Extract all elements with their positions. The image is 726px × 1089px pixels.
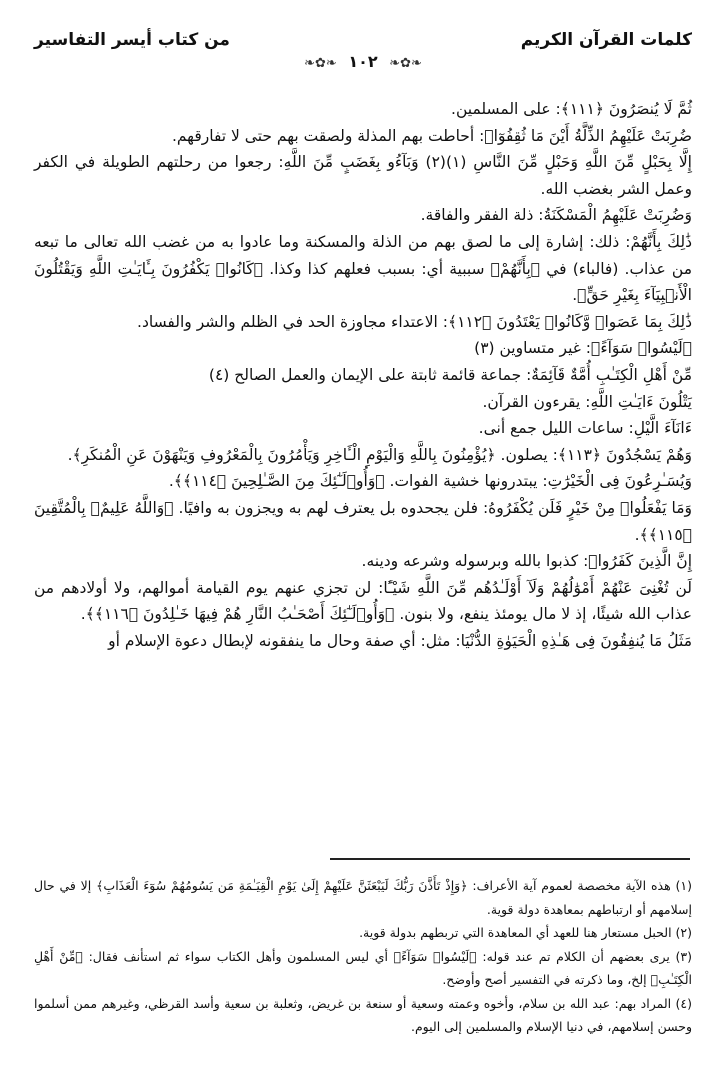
commentary-body [34,96,692,654]
body-paragraph: ضُرِبَتْ عَلَيْهِمُ الذِّلَّةُ أَيْنَ مَا ثُقِفُوٓا۟: أحاطت بهم المذلة ولصقت بهم حتى لا تفارقهم. [171,126,692,145]
body-paragraph: ﴿لَيْسُوا۟ سَوَآءً﴾: غير متساوين (٣) [474,339,692,358]
footnote: (٣) يرى بعضهم أن الكلام تم عند قوله: ﴿لَيْسُوا۟ سَوَآءً﴾ أي ليس المسلمون وأهل الكتاب سواء ثم استأنف فقال: ﴿مِّنْ أَهْلِ الْكِتَـٰبِ﴾ إلخ، وما ذكرته في التفسير أصح وأوضح. [34,948,692,987]
body-paragraph: مَثَلُ مَا يُنفِقُونَ فِى هَـٰذِهِ الْحَيَوٰةِ الدُّنْيَا: مثل: أي صفة وحال ما ينفقونه لإبطال دعوة الإسلام أو [108,631,692,650]
body-paragraph: مِّنْ أَهْلِ الْكِتَـٰبِ أُمَّةٌ قَآئِمَةٌ: جماعة قائمة ثابتة على الإيمان والعمل الصالح (٤) [208,365,692,384]
body-paragraph: لَن تُغْنِىَ عَنْهُمْ أَمْوَٰلُهُمْ وَلَآ أَوْلَـٰدُهُم مِّنَ اللَّهِ شَيْـًٔا: لن تجزي عنهم يوم القيامة أموالهم، ولا أولادهم من عذاب الله شيئًا، إذ لا مال يومئذ ينفع، ولا بنون. ﴿وَأُو۟لَـٰٓئِكَ أَصْحَـٰبُ النَّارِ هُمْ فِيهَا خَـٰلِدُونَ ﴿١١٦﴾﴾. [34,578,692,624]
body-paragraph: إِلَّا بِحَبْلٍ مِّنَ اللَّهِ وَحَبْلٍ مِّنَ النَّاسِ (١)(٢) وَبَآءُو بِغَضَبٍ مِّنَ اللَّهِ: رجعوا من رحلتهم الطويلة في الكفر وعمل الشر بغضب الله. [34,153,692,198]
body-paragraph: وَيُسَـٰرِعُونَ فِى الْخَيْرَٰتِ: يبتدرونها خشية الفوات. ﴿وَأُو۟لَـٰٓئِكَ مِنَ الصَّـٰلِحِينَ ﴿١١٤﴾﴾. [168,472,692,491]
body-paragraph: إِنَّ الَّذِينَ كَفَرُوا۟: كذبوا بالله وبرسوله وشرعه ودينه. [361,552,692,571]
footnote: (٤) المراد بهم: عبد الله بن سلام، وأخوه وعمته وسعية أو سنعة بن غريض، وثعلبة بن سعية وأسد القرظي، وغيرهم ممن أسلموا وحسن إسلامهم، في دنيا الإسلام والمسلمين إلى اليوم. [34,995,692,1034]
page-header [34,30,692,71]
body-paragraph: وَمَا يَفْعَلُوا۟ مِنْ خَيْرٍ فَلَن يُكْفَرُوهُ: فلن يجحدوه بل يعترف لهم به ويجزون به وافيًا. ﴿وَاللَّهُ عَلِيمٌۢ بِالْمُتَّقِينَ ﴿١١٥﴾﴾. [34,498,692,544]
footnote: (١) هذه الآية مخصصة لعموم آية الأعراف: ﴿وَإِذْ تَأَذَّنَ رَبُّكَ لَيَبْعَثَنَّ عَلَيْهِمْ إِلَىٰ يَوْمِ الْقِيَـٰمَةِ مَن يَسُومُهُمْ سُوٓءَ الْعَذَابِ﴾ إلا في حال إسلامهم أو ارتباطهم بمعاهدة دولة قوية. [34,878,692,917]
body-paragraph: يَتْلُونَ ءَايَـٰتِ اللَّهِ: يقرءون القرآن. [482,392,692,411]
footnotes [34,874,692,1039]
body-paragraph: وَضُرِبَتْ عَلَيْهِمُ الْمَسْكَنَةُ: ذلة الفقر والفاقة. [420,206,692,225]
right-ornament-icon: ❧✿❧ [389,56,422,71]
footnote-divider [330,858,690,860]
body-paragraph: ءَانَآءَ الَّيْلِ: ساعات الليل جمع أنى. [478,419,692,438]
page-number-ornament [34,52,692,71]
book-title: كلمات القرآن الكريم [520,30,692,50]
body-paragraph: ذَٰلِكَ بِمَا عَصَوا۟ وَّكَانُوا۟ يَعْتَدُونَ ﴿١١٢﴾: الاعتداء مجاوزة الحد في الظلم والشر والفساد. [137,312,692,331]
page-number: ١٠٢ [348,52,378,71]
source-title: من كتاب أيسر التفاسير [34,30,230,50]
body-paragraph: وَهُمْ يَسْجُدُونَ ﴿١١٣﴾: يصلون. ﴿يُؤْمِنُونَ بِاللَّهِ وَالْيَوْمِ الْـَٔاخِرِ وَيَأْمُرُونَ بِالْمَعْرُوفِ وَيَنْهَوْنَ عَنِ الْمُنكَرِ﴾. [67,445,692,464]
body-paragraph: ثُمَّ لَا يُنصَرُونَ ﴿١١١﴾: على المسلمين. [451,100,692,118]
left-ornament-icon: ❧✿❧ [304,56,337,71]
footnote: (٢) الحبل مستعار هنا للعهد أي المعاهدة التي تربطهم بدولة قوية. [359,925,692,940]
body-paragraph: ذَٰلِكَ بِأَنَّهُمْ: ذلك: إشارة إلى ما لصق بهم من الذلة والمسكنة وما عادوا به من غضب الله تعالى ما تبعه من عذاب. (فالباء) في ﴿بِأَنَّهُمْ﴾ سببية أي: بسبب فعلهم كذا وكذا. ﴿كَانُوا۟ يَكْفُرُونَ بِـَٔايَـٰتِ اللَّهِ وَيَقْتُلُونَ الْأَنۢبِيَآءَ بِغَيْرِ حَقٍّ﴾. [34,232,692,305]
